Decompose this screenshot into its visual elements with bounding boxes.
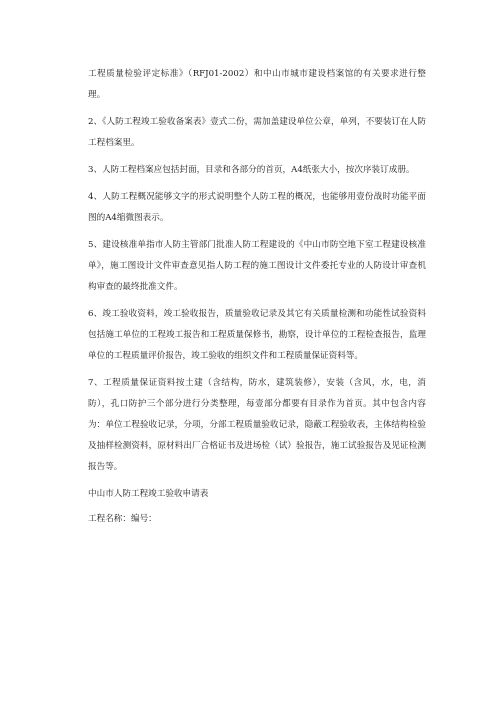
document-body bbox=[88, 64, 426, 536]
paragraph-standard-reference: 工程质量检验评定标准》（RFJ01-2002）和中山市城市建设档案馆的有关要求进行整理。 bbox=[88, 69, 426, 100]
paragraph-item-4: 4、人防工程概况能够文字的形式说明整个人防工程的概况，也能够用壹份战时功能平面图的A4缩微图表示。 bbox=[88, 192, 426, 223]
paragraph-item-3: 3、人防工程档案应包括封面，目录和各部分的首页，A4纸张大小，按次序装订成册。 bbox=[88, 165, 415, 175]
form-field-project-name: 工程名称：编号： bbox=[88, 514, 157, 524]
paragraph-item-6: 6、竣工验收资料，竣工验收报告，质量验收记录及其它有关质量检测和功能性试验资料包括施工单位的工程竣工报告和工程质量保修书，勘察，设计单位的工程检查报告，监理单位的工程质量评价报告，竣工验收的组织文件和工程质量保证资料等。 bbox=[88, 309, 426, 361]
paragraph-item-2: 2、《人防工程竣工验收备案表》壹式二份，需加盖建设单位公章，单列，不要装订在人防工程档案里。 bbox=[88, 117, 426, 148]
form-title: 中山市人防工程竣工验收申请表 bbox=[88, 489, 209, 499]
paragraph-item-5: 5、建设核准单指市人防主管部门批准人防工程建设的《中山市防空地下室工程建设核准单》，施工图设计文件审查意见指人防工程的施工图设计文件委托专业的人防设计审查机构审查的最终批准文件。 bbox=[88, 240, 426, 292]
paragraph-item-7: 7、工程质量保证资料按土建（含结构，防水，建筑装修），安装（含风，水，电，消防），孔口防护三个部分进行分类整理，每壹部分都要有目录作为首页。其中包含内容为：单位工程验收记录，分项，分部工程质量验收记录，隐蔽工程验收表，主体结构检验及抽样检测资料，原材料出厂合格证书及进场检（试）验报告，施工试验报告及见证检测报告等。 bbox=[88, 378, 426, 472]
